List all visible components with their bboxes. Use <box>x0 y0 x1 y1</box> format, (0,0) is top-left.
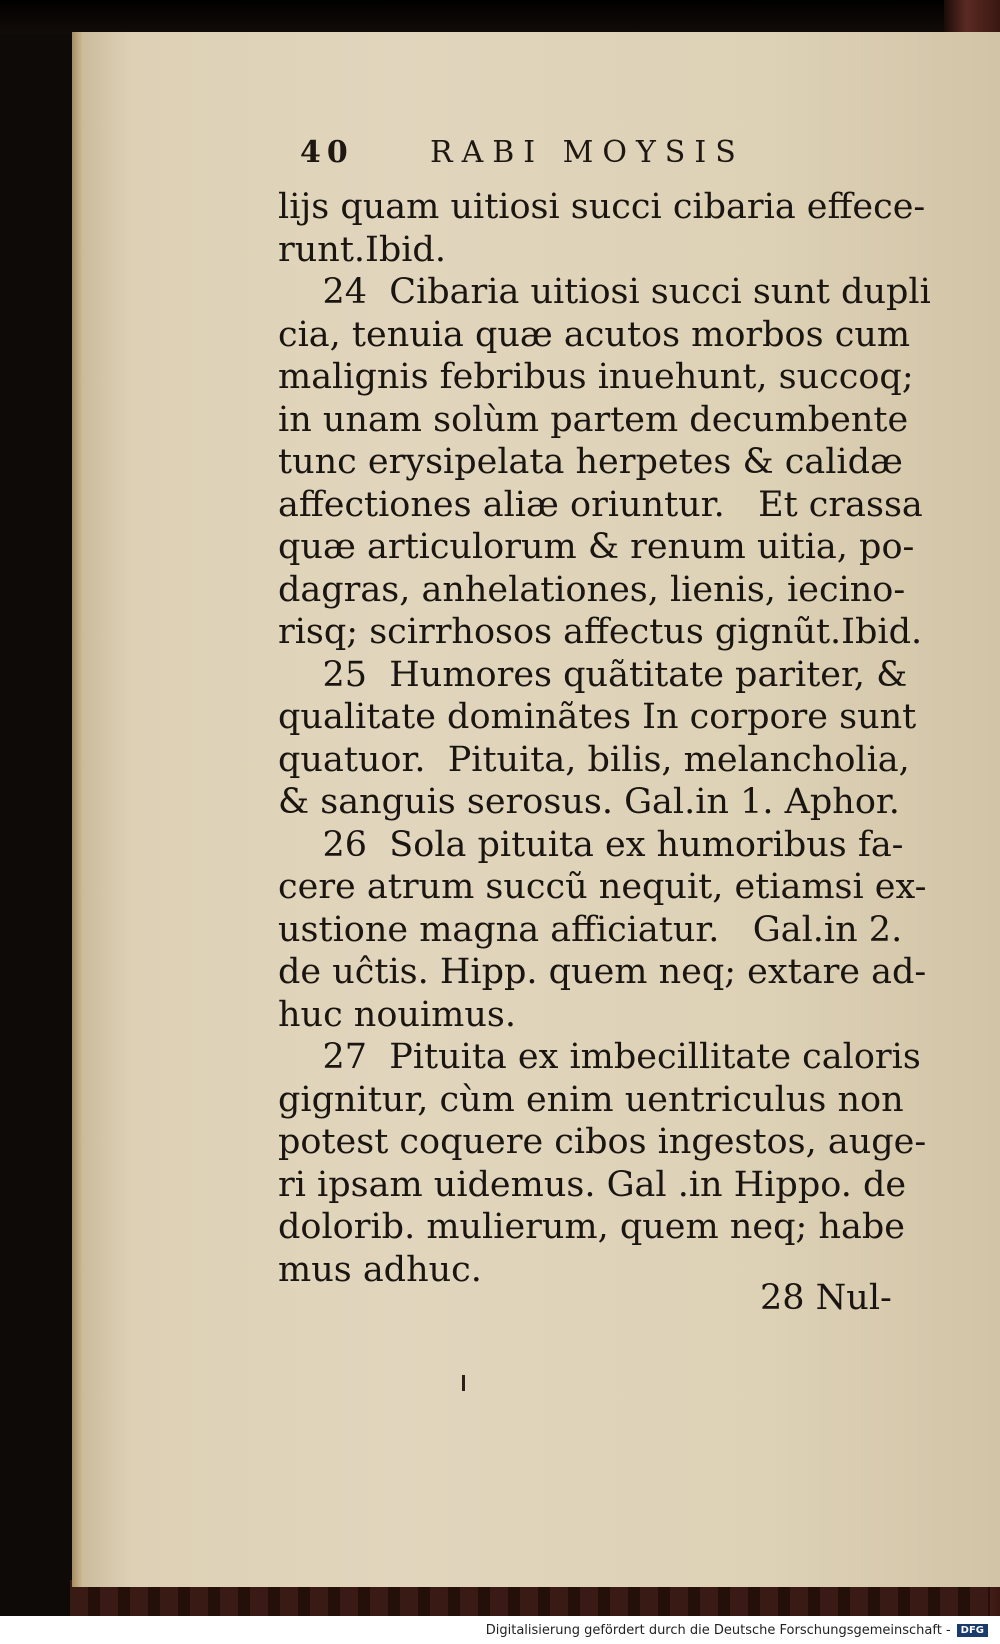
catchword: 28 Nul- <box>760 1278 892 1318</box>
text-line: & sanguis serosus. Gal.in 1. Aphor. <box>278 782 900 822</box>
text-line: tunc erysipelata herpetes & calidæ <box>278 442 903 482</box>
text-line: 24 Cibaria uitiosi succi sunt dupli <box>278 272 931 312</box>
page-number: 40 <box>300 135 354 170</box>
text-line: ustione magna afficiatur. Gal.in 2. <box>278 909 903 950</box>
text-line: dagras, anhelationes, lienis, iecino- <box>278 569 906 610</box>
body-text <box>278 186 931 1291</box>
text-line: 25 Humores quãtitate pariter, & <box>278 654 908 695</box>
text-line: cere atrum succũ nequit, etiamsi ex- <box>278 867 927 907</box>
page-gutter <box>72 32 82 1587</box>
text-line: affectiones aliæ oriuntur. Et crassa <box>278 484 923 525</box>
text-line: risq; scirrhosos affectus gignũt.Ibid. <box>278 612 923 652</box>
text-line: runt.Ibid. <box>278 229 446 270</box>
footer-credit: Digitalisierung gefördert durch die Deutsche Forschungsgemeinschaft - <box>485 1622 951 1638</box>
text-line: gignitur, cùm enim uentriculus non <box>278 1079 904 1120</box>
text-line: dolorib. mulierum, quem neq; habe <box>278 1207 905 1247</box>
text-line: 26 Sola pituita ex humoribus fa- <box>278 824 904 865</box>
dfg-logo: DFG <box>957 1624 988 1637</box>
scan-background <box>0 0 1000 34</box>
text-line: qualitate dominãtes In corpore sunt <box>278 697 917 737</box>
text-line: malignis febribus inuehunt, succoq; <box>278 357 914 397</box>
digitization-footer <box>0 1616 1000 1644</box>
text-line: huc nouimus. <box>278 994 516 1035</box>
text-line: ri ipsam uidemus. Gal .in Hippo. de <box>278 1164 907 1205</box>
text-line: cia, tenuia quæ acutos morbos cum <box>278 314 911 355</box>
text-line: quatuor. Pituita, bilis, melancholia, <box>278 739 910 780</box>
text-line: mus adhuc. <box>278 1249 482 1290</box>
text-line: de uĉtis. Hipp. quem neq; extare ad- <box>278 952 927 992</box>
text-line: in unam solùm partem decumbente <box>278 399 909 440</box>
text-line: quæ articulorum & renum uitia, po- <box>278 527 915 567</box>
text-line: potest coquere cibos ingestos, auge- <box>278 1122 927 1162</box>
ink-mark <box>462 1375 465 1391</box>
page-headline <box>300 135 820 175</box>
running-head: RABI MOYSIS <box>430 135 745 170</box>
text-line: lijs quam uitiosi succi cibaria effece- <box>278 187 926 227</box>
text-line: 27 Pituita ex imbecillitate caloris <box>278 1037 921 1077</box>
